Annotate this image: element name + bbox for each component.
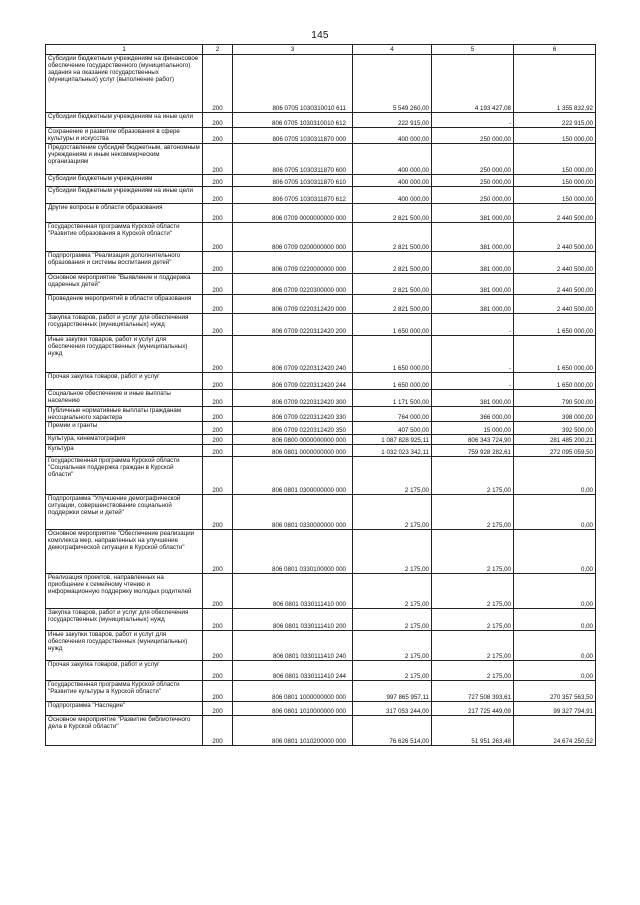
row-remaining-amount: 2 440 500,00	[514, 223, 596, 252]
row-executed-amount: 381 000,00	[432, 223, 514, 252]
table-row	[46, 55, 596, 113]
row-admin-code: 200	[203, 223, 233, 252]
row-remaining-amount: 1 650 000,00	[514, 373, 596, 390]
table-row	[46, 716, 596, 746]
row-approved-amount: 997 865 957,11	[353, 681, 432, 702]
row-approved-amount: 2 175,00	[353, 609, 432, 631]
row-approved-amount: 2 175,00	[353, 631, 432, 661]
column-header: 2	[203, 45, 233, 55]
row-remaining-amount: 281 485 200,21	[514, 435, 596, 445]
row-approved-amount: 400 000,00	[353, 128, 432, 144]
row-name: Другие вопросы в области образования	[46, 204, 203, 223]
row-executed-amount: 727 508 393,61	[432, 681, 514, 702]
row-budget-code: 806 0705 1030311870 612	[233, 187, 353, 204]
row-budget-code: 806 0709 0220300000 000	[233, 274, 353, 295]
row-approved-amount: 2 175,00	[353, 530, 432, 574]
row-approved-amount: 400 000,00	[353, 187, 432, 204]
table-row	[46, 113, 596, 128]
header-row	[46, 45, 596, 55]
row-name: Иные закупки товаров, работ и услуг для обеспечения государственных (муниципальных) нужд	[46, 631, 203, 661]
row-remaining-amount: 0,00	[514, 609, 596, 631]
row-executed-amount: 381 000,00	[432, 204, 514, 223]
budget-table	[45, 44, 596, 746]
column-header: 1	[46, 45, 203, 55]
row-admin-code: 200	[203, 274, 233, 295]
row-remaining-amount: 222 915,00	[514, 113, 596, 128]
row-admin-code: 200	[203, 445, 233, 457]
row-executed-amount: 250 000,00	[432, 144, 514, 175]
row-approved-amount: 2 821 500,00	[353, 223, 432, 252]
table-row	[46, 373, 596, 390]
row-admin-code: 200	[203, 609, 233, 631]
row-executed-amount: 381 000,00	[432, 390, 514, 407]
row-approved-amount: 400 000,00	[353, 144, 432, 175]
row-approved-amount: 222 915,00	[353, 113, 432, 128]
row-name: Прочая закупка товаров, работ и услуг	[46, 661, 203, 681]
row-approved-amount: 5 549 260,00	[353, 55, 432, 113]
row-admin-code: 200	[203, 422, 233, 435]
table-row	[46, 530, 596, 574]
row-admin-code: 200	[203, 631, 233, 661]
row-budget-code: 806 0801 0330000000 000	[233, 495, 353, 530]
column-header: 3	[233, 45, 353, 55]
page-number: 145	[311, 30, 329, 41]
row-remaining-amount: 0,00	[514, 574, 596, 609]
row-name: Основное мероприятие "Развитие библиотечного дела в Курской области"	[46, 716, 203, 746]
row-approved-amount: 1 650 000,00	[353, 336, 432, 373]
row-name: Государственная программа Курской области "Развитие культуры в Курской области"	[46, 681, 203, 702]
row-remaining-amount: 270 357 563,50	[514, 681, 596, 702]
row-admin-code: 200	[203, 295, 233, 314]
row-name: Государственная программа Курской области "Социальная поддержка граждан в Курской области"	[46, 457, 203, 495]
row-budget-code: 806 0801 0330111410 200	[233, 609, 353, 631]
row-remaining-amount: 0,00	[514, 457, 596, 495]
column-header: 4	[353, 45, 432, 55]
row-budget-code: 806 0801 1010000000 000	[233, 702, 353, 716]
row-executed-amount: 2 175,00	[432, 609, 514, 631]
row-budget-code: 806 0800 0000000000 000	[233, 435, 353, 445]
row-remaining-amount: 398 000,00	[514, 407, 596, 422]
row-remaining-amount: 2 440 500,00	[514, 295, 596, 314]
row-approved-amount: 2 175,00	[353, 495, 432, 530]
row-budget-code: 806 0709 0220312420 300	[233, 390, 353, 407]
row-budget-code: 806 0801 0000000000 000	[233, 445, 353, 457]
row-name: Закупка товаров, работ и услуг для обеспечения государственных (муниципальных) нужд	[46, 609, 203, 631]
row-admin-code: 200	[203, 252, 233, 274]
row-approved-amount: 317 053 244,00	[353, 702, 432, 716]
row-admin-code: 200	[203, 407, 233, 422]
row-executed-amount: 4 193 427,08	[432, 55, 514, 113]
row-name: Субсидии бюджетным учреждениям	[46, 175, 203, 187]
row-remaining-amount: 150 000,00	[514, 144, 596, 175]
row-name: Прочая закупка товаров, работ и услуг	[46, 373, 203, 390]
row-remaining-amount: 0,00	[514, 661, 596, 681]
row-remaining-amount: 1 355 832,92	[514, 55, 596, 113]
row-admin-code: 200	[203, 435, 233, 445]
row-approved-amount: 764 000,00	[353, 407, 432, 422]
row-name: Социальное обеспечение и иные выплаты населению	[46, 390, 203, 407]
row-approved-amount: 1 650 000,00	[353, 314, 432, 336]
row-executed-amount: 381 000,00	[432, 252, 514, 274]
table-row	[46, 175, 596, 187]
row-remaining-amount: 272 095 059,50	[514, 445, 596, 457]
row-admin-code: 200	[203, 661, 233, 681]
row-approved-amount: 1 171 500,00	[353, 390, 432, 407]
row-remaining-amount: 0,00	[514, 631, 596, 661]
row-admin-code: 200	[203, 55, 233, 113]
table-row	[46, 609, 596, 631]
row-remaining-amount: 1 650 000,00	[514, 336, 596, 373]
row-budget-code: 806 0705 1030310010 612	[233, 113, 353, 128]
row-name: Иные закупки товаров, работ и услуг для обеспечения государственных (муниципальных) нужд	[46, 336, 203, 373]
row-budget-code: 806 0709 0220312420 244	[233, 373, 353, 390]
row-remaining-amount: 150 000,00	[514, 187, 596, 204]
row-admin-code: 200	[203, 681, 233, 702]
row-executed-amount: -	[432, 314, 514, 336]
table-row	[46, 274, 596, 295]
row-budget-code: 806 0709 0220312420 240	[233, 336, 353, 373]
row-approved-amount: 1 032 023 342,11	[353, 445, 432, 457]
row-admin-code: 200	[203, 314, 233, 336]
table-row	[46, 445, 596, 457]
row-budget-code: 806 0709 0220312420 330	[233, 407, 353, 422]
table-row	[46, 144, 596, 175]
row-approved-amount: 76 626 514,00	[353, 716, 432, 746]
row-name: Предоставление субсидий бюджетным, автономным учреждениям и иным некоммерческим организациям	[46, 144, 203, 175]
row-approved-amount: 400 000,00	[353, 175, 432, 187]
row-budget-code: 806 0801 0330111410 000	[233, 574, 353, 609]
row-executed-amount: 2 175,00	[432, 495, 514, 530]
row-executed-amount: -	[432, 373, 514, 390]
row-executed-amount: 250 000,00	[432, 175, 514, 187]
row-remaining-amount: 2 440 500,00	[514, 204, 596, 223]
table-row	[46, 681, 596, 702]
row-name: Государственная программа Курской области "Развитие образования в Курской области"	[46, 223, 203, 252]
row-executed-amount: -	[432, 336, 514, 373]
row-name: Культура, кинематография	[46, 435, 203, 445]
row-budget-code: 806 0709 0220000000 000	[233, 252, 353, 274]
row-remaining-amount: 1 650 000,00	[514, 314, 596, 336]
row-name: Закупка товаров, работ и услуг для обеспечения государственных (муниципальных) нужд	[46, 314, 203, 336]
row-remaining-amount: 0,00	[514, 530, 596, 574]
row-executed-amount: 2 175,00	[432, 631, 514, 661]
row-name: Культура	[46, 445, 203, 457]
row-admin-code: 200	[203, 574, 233, 609]
row-budget-code: 806 0709 0220312420 000	[233, 295, 353, 314]
row-executed-amount: 250 000,00	[432, 187, 514, 204]
row-executed-amount: 381 000,00	[432, 274, 514, 295]
row-approved-amount: 2 821 500,00	[353, 252, 432, 274]
row-executed-amount: 250 000,00	[432, 128, 514, 144]
table-row	[46, 128, 596, 144]
row-budget-code: 806 0709 0220312420 350	[233, 422, 353, 435]
row-budget-code: 806 0801 0330100000 000	[233, 530, 353, 574]
row-budget-code: 806 0801 1010200000 000	[233, 716, 353, 746]
row-approved-amount: 2 821 500,00	[353, 204, 432, 223]
table-row	[46, 223, 596, 252]
table-row	[46, 390, 596, 407]
row-admin-code: 200	[203, 336, 233, 373]
row-admin-code: 200	[203, 175, 233, 187]
row-name: Субсидии бюджетным учреждениям на иные цели	[46, 187, 203, 204]
table-row	[46, 336, 596, 373]
row-executed-amount: 381 000,00	[432, 295, 514, 314]
row-name: Основное мероприятие "Выявление и поддержка одаренных детей"	[46, 274, 203, 295]
row-approved-amount: 1 087 828 925,11	[353, 435, 432, 445]
row-name: Субсидии бюджетным учреждениям на финансовое обеспечение государственного (муниципального) задания на оказание государственных (муниципальных) услуг (выполнение работ)	[46, 55, 203, 113]
row-admin-code: 200	[203, 128, 233, 144]
row-approved-amount: 2 175,00	[353, 574, 432, 609]
row-executed-amount: 366 000,00	[432, 407, 514, 422]
row-name: Публичные нормативные выплаты гражданам несоциального характера	[46, 407, 203, 422]
table-row	[46, 457, 596, 495]
table-row	[46, 407, 596, 422]
row-remaining-amount: 2 440 500,00	[514, 274, 596, 295]
row-approved-amount: 1 650 000,00	[353, 373, 432, 390]
row-name: Премии и гранты	[46, 422, 203, 435]
table-row	[46, 702, 596, 716]
row-admin-code: 200	[203, 457, 233, 495]
row-admin-code: 200	[203, 113, 233, 128]
row-remaining-amount: 24 674 250,52	[514, 716, 596, 746]
row-executed-amount: 2 175,00	[432, 530, 514, 574]
table-row	[46, 314, 596, 336]
row-budget-code: 806 0709 0000000000 000	[233, 204, 353, 223]
row-budget-code: 806 0705 1030311870 610	[233, 175, 353, 187]
row-budget-code: 806 0801 1000000000 000	[233, 681, 353, 702]
row-name: Проведение мероприятий в области образования	[46, 295, 203, 314]
row-executed-amount: 2 175,00	[432, 661, 514, 681]
row-remaining-amount: 2 440 500,00	[514, 252, 596, 274]
row-executed-amount: 2 175,00	[432, 574, 514, 609]
row-budget-code: 806 0709 0220312420 200	[233, 314, 353, 336]
row-admin-code: 200	[203, 702, 233, 716]
row-approved-amount: 2 821 500,00	[353, 274, 432, 295]
row-admin-code: 200	[203, 144, 233, 175]
row-executed-amount: -	[432, 113, 514, 128]
table-row	[46, 422, 596, 435]
row-executed-amount: 759 928 282,61	[432, 445, 514, 457]
row-admin-code: 200	[203, 716, 233, 746]
table-row	[46, 187, 596, 204]
row-executed-amount: 15 000,00	[432, 422, 514, 435]
column-header: 6	[514, 45, 596, 55]
row-budget-code: 806 0705 1030310010 611	[233, 55, 353, 113]
row-admin-code: 200	[203, 530, 233, 574]
row-admin-code: 200	[203, 495, 233, 530]
table-row	[46, 631, 596, 661]
row-executed-amount: 51 951 263,48	[432, 716, 514, 746]
table-row	[46, 204, 596, 223]
column-header: 5	[432, 45, 514, 55]
row-name: Сохранение и развитие образования в сфере культуры и искусства	[46, 128, 203, 144]
row-budget-code: 806 0705 1030311870 000	[233, 128, 353, 144]
row-admin-code: 200	[203, 204, 233, 223]
table-row	[46, 495, 596, 530]
row-budget-code: 806 0705 1030311870 600	[233, 144, 353, 175]
row-admin-code: 200	[203, 390, 233, 407]
row-remaining-amount: 392 500,00	[514, 422, 596, 435]
row-budget-code: 806 0709 0200000000 000	[233, 223, 353, 252]
row-remaining-amount: 0,00	[514, 495, 596, 530]
row-remaining-amount: 150 000,00	[514, 175, 596, 187]
table-row	[46, 435, 596, 445]
table-row	[46, 574, 596, 609]
table-row	[46, 252, 596, 274]
row-admin-code: 200	[203, 187, 233, 204]
row-budget-code: 806 0801 0330111410 240	[233, 631, 353, 661]
row-remaining-amount: 99 327 794,91	[514, 702, 596, 716]
row-executed-amount: 2 175,00	[432, 457, 514, 495]
row-admin-code: 200	[203, 373, 233, 390]
row-name: Подпрограмма "Реализация дополнительного образования и системы воспитания детей"	[46, 252, 203, 274]
row-name: Подпрограмма "Улучшение демографической ситуации, совершенствование социальной поддержки семьи и детей"	[46, 495, 203, 530]
table-row	[46, 295, 596, 314]
row-name: Основное мероприятие "Обеспечение реализации комплекса мер, направленных на улучшение демографической ситуации в Курской области"	[46, 530, 203, 574]
row-budget-code: 806 0801 0300000000 000	[233, 457, 353, 495]
row-executed-amount: 217 725 449,09	[432, 702, 514, 716]
table-row	[46, 661, 596, 681]
row-approved-amount: 407 500,00	[353, 422, 432, 435]
row-approved-amount: 2 821 500,00	[353, 295, 432, 314]
row-approved-amount: 2 175,00	[353, 661, 432, 681]
row-name: Субсидии бюджетным учреждениям на иные цели	[46, 113, 203, 128]
table-body	[46, 55, 596, 746]
row-approved-amount: 2 175,00	[353, 457, 432, 495]
row-remaining-amount: 790 500,00	[514, 390, 596, 407]
row-remaining-amount: 150 000,00	[514, 128, 596, 144]
row-name: Подпрограмма "Наследие"	[46, 702, 203, 716]
row-name: Реализация проектов, направленных на приобщение к семейному чтению и информационную поддержку молодых родителей	[46, 574, 203, 609]
row-executed-amount: 806 343 724,90	[432, 435, 514, 445]
row-budget-code: 806 0801 0330111410 244	[233, 661, 353, 681]
